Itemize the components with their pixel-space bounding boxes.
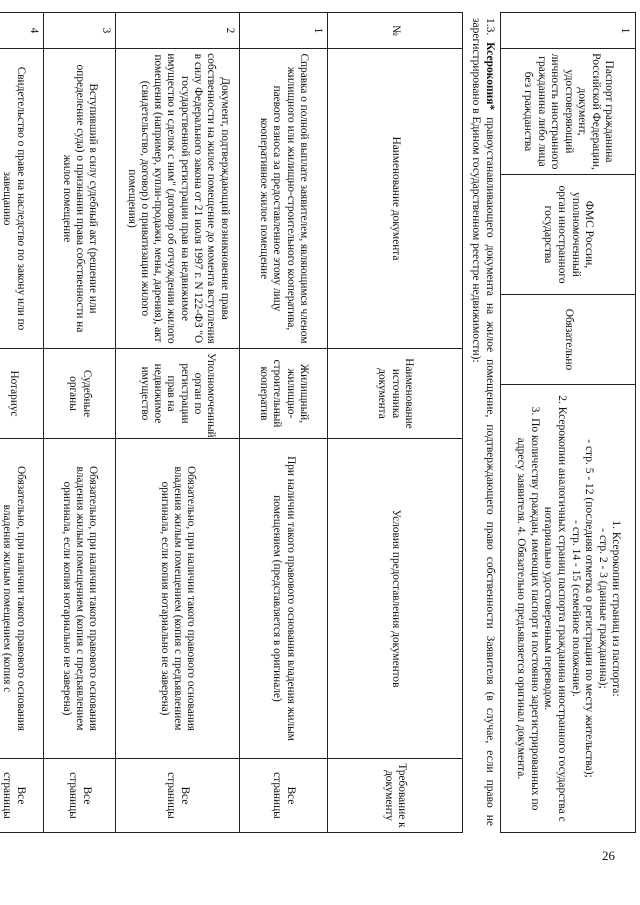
conditions-cell: Обязательно, при наличии такого правового основания владения жилым помещением (копия с предъявлением оригинала, если копия нотариально не заверена) — [44, 439, 116, 759]
table-row — [0, 13, 44, 833]
requirement-cell: Обязательно — [501, 295, 636, 385]
document-name-cell: Свидетельство о праве на наследство по закону или по завещанию — [0, 49, 44, 349]
ownership-documents-table — [0, 12, 463, 833]
table-row — [501, 13, 636, 833]
table-row — [44, 13, 116, 833]
page-number: 26 — [602, 848, 615, 863]
conditions-cell: Обязательно, при наличии такого правового основания владения жилым помещением (копия с — [0, 439, 44, 759]
document-name-cell: Вступивший в силу судебный акт (решение или определение суда) о признании права собственности на жилое помещение — [44, 49, 116, 349]
header-conditions: Условия предоставления документов — [328, 439, 463, 759]
conditions-line: - стр. 14 - 15 (семейное положение). — [569, 520, 582, 697]
header-requirement: Требование к документу — [328, 759, 463, 833]
document-source-cell: Нотариус — [0, 349, 44, 439]
conditions-line: - стр. 2 - 3 (данные гражданина); — [596, 528, 609, 689]
table-header-row — [328, 13, 463, 833]
conditions-line: - стр. 5 - 12 (последняя отметка о регистрации по месту жительства); — [583, 439, 596, 778]
document-source-cell: Жилищный, жилищно-строительный кооператив — [240, 349, 328, 439]
document-source-cell: ФМС России, уполномоченный орган иностранного государства — [501, 175, 636, 295]
table-row — [116, 13, 240, 833]
rotated-document-page — [1, 12, 636, 852]
row-number: 1 — [240, 13, 328, 49]
document-name-cell: Паспорт гражданина Российской Федерации, документ, удостоверяющий личность иностранного гражданина либо лица без гражданства — [501, 49, 636, 175]
conditions-line: 3. По количеству граждан, имеющих паспорт и постоянно зарегистрированных по адресу заявителя. 4. Обязательно предъявляется оригинал документа. — [515, 406, 541, 811]
document-source-cell: Уполномоченный орган по регистрации прав на недвижимое имущество — [116, 349, 240, 439]
header-source: Наименование источника документа — [328, 349, 463, 439]
requirement-cell: Все страницы — [116, 759, 240, 833]
section-title-text: правоустанавливающего документа на жилое помещение, подтверждающего право собственности Заявителя (в случае, если право не зарегистрировано в Едином государственном реестре недвижимости): — [470, 18, 496, 827]
section-title-bold: Ксерокопия* — [484, 42, 496, 111]
requirement-cell: Все страницы — [44, 759, 116, 833]
conditions-cell: Обязательно, при наличии такого правового основания владения жилым помещением (копия с предъявлением оригинала, если копия нотариально не заверена) — [116, 439, 240, 759]
row-number: 1 — [501, 13, 636, 49]
document-name-cell: Справка о полной выплате заявителем, являющимся членом жилищного или жилищно-строительного кооператива, паевого взноса за предоставленное этому лицу кооперативное жилое помещение — [240, 49, 328, 349]
conditions-cell — [501, 385, 636, 833]
section-heading — [468, 18, 496, 826]
header-num: № — [328, 13, 463, 49]
passport-requirements-table — [500, 12, 636, 833]
table-row — [240, 13, 328, 833]
requirement-cell: Все страницы — [0, 759, 44, 833]
conditions-line: 2. Ксерокопии аналогичных страниц паспорта гражданина иностранного государства с нотариально удостоверенным переводом. — [542, 395, 568, 822]
conditions-cell: При наличии такого правового основания владения жилым помещением (представляется в оригинале) — [240, 439, 328, 759]
document-source-cell: Судебные органы — [44, 349, 116, 439]
row-number: 2 — [116, 13, 240, 49]
requirement-cell: Все страницы — [240, 759, 328, 833]
section-prefix: 1.3. — [484, 18, 496, 43]
header-document: Наименование документа — [328, 49, 463, 349]
row-number: 4 — [0, 13, 44, 49]
row-number: 3 — [44, 13, 116, 49]
document-name-cell: Документ, подтверждающий возникновение права собственности на жилое помещение до момента вступления в силу Федерального закона от 21 июля 1997 г. N 122-ФЗ "О государственной регистрации прав на недвижимое имущество и сделок с ним" (договор об отчуждении жилого помещения (например, купли-продажи, мены, дарения), акт (свидетельство, договор) о приватизации жилого помещения) — [116, 49, 240, 349]
conditions-line: 1. Ксерокопии страниц из паспорта: — [610, 520, 623, 697]
